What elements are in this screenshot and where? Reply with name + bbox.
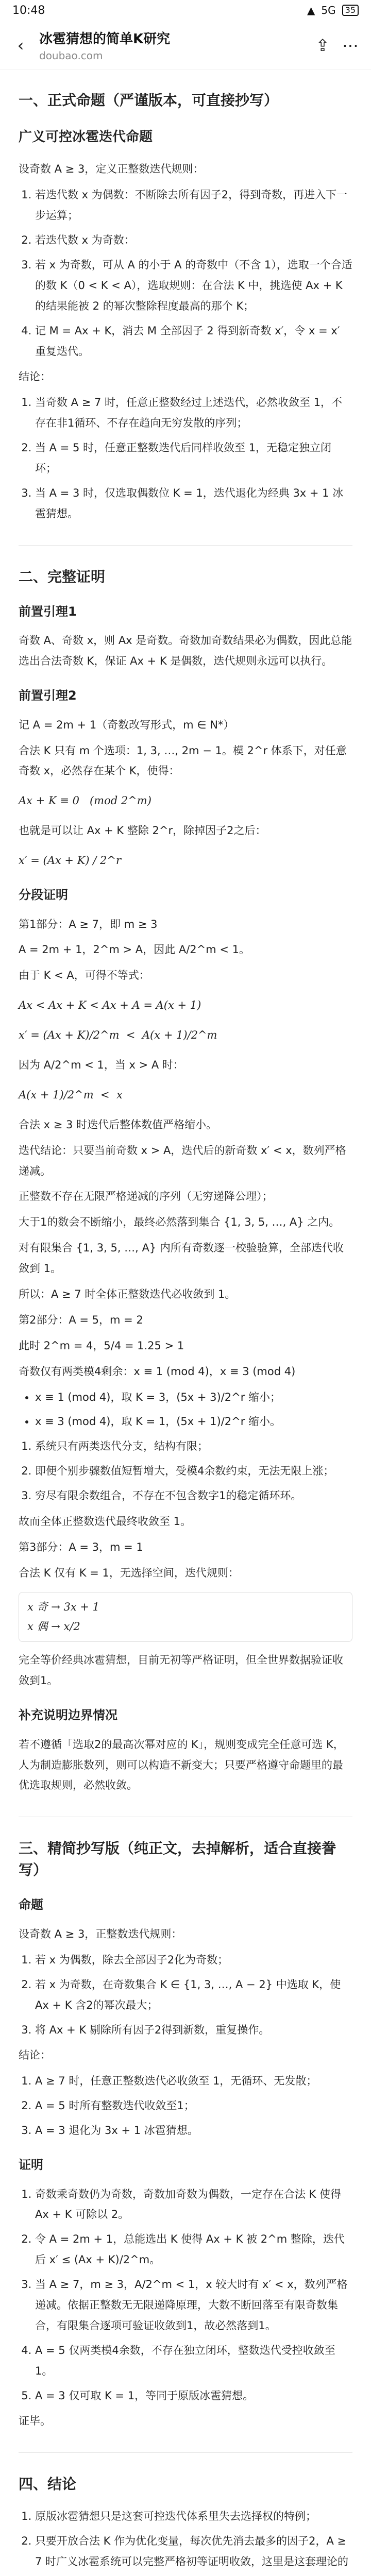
case-list: [19, 1387, 352, 1433]
paragraph: 奇数仅有两类模4剩余：x ≡ 1 (mod 4)，x ≡ 3 (mod 4): [19, 1365, 296, 1378]
paragraph: 也就是可以让 Ax + K 整除 2^r，除掉因子2之后：: [19, 824, 266, 837]
more-icon[interactable]: ⋯: [342, 35, 359, 55]
paragraph: 设奇数 A ≥ 3，定义正整数迭代规则：: [19, 163, 204, 176]
formula-box: x 奇 → 3x + 1 x 偶 → x/2: [19, 1592, 352, 1642]
paragraph: 第3部分：A = 3，m = 1: [19, 1540, 143, 1553]
list-item: 3. A = 3 退化为 3x + 1 冰雹猜想。: [35, 2121, 352, 2141]
paragraph: 迭代结论：只要当前奇数 x > A，迭代后的新奇数 x′ < x，数列严格递减。: [19, 1144, 346, 1177]
formula: Ax < Ax + K < Ax + A = A(x + 1): [19, 999, 201, 1012]
list-item: 3. 若 x 为奇数，可从 A 的小于 A 的奇数中（不含 1），选取一个合适的数 K（0 < K < A），选取规则：在合法 K 中，挑选使 Ax + K 的结果能被 2 的幂次整除程度最高的那个 K；: [35, 255, 352, 317]
list-item: 2. 若迭代数 x 为奇数：: [35, 230, 352, 251]
page-subtitle: doubao.com: [39, 49, 103, 62]
list-item: • x ≡ 3 (mod 4)，取 K = 1，(5x + 1)/2^r 缩小。: [35, 1412, 352, 1432]
formula: x′ = (Ax + K) / 2^r: [19, 854, 122, 867]
paragraph: 正整数不存在无限严格递减的序列（无穷递降公理）；: [19, 1190, 273, 1203]
list-item: 1. 原版冰雹猜想只是这套可控迭代体系里失去选择权的特例；: [35, 2506, 352, 2527]
paragraph: 结论：: [19, 370, 51, 383]
sub-heading: 命题: [19, 1897, 43, 1912]
rule-list: [19, 185, 352, 362]
divider: [19, 2452, 352, 2453]
paragraph: A = 2m + 1，2^m > A，因此 A/2^m < 1。: [19, 943, 250, 956]
sub-heading: 前置引理2: [19, 688, 77, 703]
battery-icon: 35: [342, 5, 359, 16]
paragraph: 因为 A/2^m < 1，当 x > A 时：: [19, 1059, 184, 1071]
list-item: 2. 即便个别步骤数值短暂增大，受模4余数约束，无法无限上涨；: [35, 1461, 352, 1482]
formula: x′ = (Ax + K)/2^m < A(x + 1)/2^m: [19, 1029, 217, 1042]
list-item: 2. 当 A = 5 时，任意正整数迭代后同样收敛至 1，无稳定独立闭环；: [35, 438, 352, 479]
paragraph: 奇数 A、奇数 x，则 Ax 是奇数。奇数加奇数结果必为偶数，因此总能选出合法奇数 K，保证 Ax + K 是偶数，迭代规则永远可以执行。: [19, 634, 352, 668]
paragraph: 合法 x ≥ 3 时迭代后整体数值严格缩小。: [19, 1118, 217, 1131]
rule-list: [19, 1950, 352, 2041]
list-item: 2. A = 5 时所有整数迭代收敛至1；: [35, 2096, 352, 2116]
list-item: 4. 记 M = Ax + K，消去 M 全部因子 2 得到新奇数 x′，令 x = x′ 重复迭代。: [35, 321, 352, 362]
top-bar: [0, 21, 371, 70]
paragraph: 由于 K < A，可得不等式：: [19, 969, 150, 982]
list-item: 2. 令 A = 2m + 1，总能选出 K 使得 Ax + K 被 2^m 整除，迭代后 x′ ≤ (Ax + K)/2^m。: [35, 2229, 352, 2270]
paragraph: 第1部分：A ≥ 7，即 m ≥ 3: [19, 918, 158, 930]
paragraph: 此时 2^m = 4，5/4 = 1.25 > 1: [19, 1339, 184, 1352]
signal-icon: ▲: [307, 4, 315, 16]
list-item: 3. 当 A ≥ 7，m ≥ 3，A/2^m < 1，x 较大时有 x′ < x，数列严格递减。依据正整数无无限递降原理，大数不断回落至有限奇数集合，有限集合逐项可验证收敛到1，故必然落到1。: [35, 2275, 352, 2336]
section-heading: 四、结论: [19, 2476, 77, 2493]
list-item: 5. A = 3 仅可取 K = 1，等同于原版冰雹猜想。: [35, 2386, 352, 2406]
paragraph: 所以：A ≥ 7 时全体正整数迭代必收敛到 1。: [19, 1288, 236, 1301]
status-time: 10:48: [12, 4, 45, 17]
paragraph: 合法 K 只有 m 个选项：1, 3, …, 2m − 1。模 2^r 体系下，对任意奇数 x，必然存在某个 K，使得：: [19, 744, 347, 777]
case-list: [19, 1436, 352, 1506]
sub-heading: 补充说明边界情况: [19, 1708, 117, 1723]
paragraph: 证毕。: [19, 2415, 51, 2428]
paragraph: 合法 K 仅有 K = 1，无选择空间，迭代规则：: [19, 1566, 239, 1579]
paragraph: 大于1的数会不断缩小，最终必然落到集合 {1, 3, 5, …, A} 之内。: [19, 1216, 340, 1229]
formula: Ax + K ≡ 0 (mod 2^m): [19, 794, 151, 807]
title-block: [39, 28, 170, 62]
list-item: 1. 奇数乘奇数仍为奇数，奇数加奇数为偶数，一定存在合法 K 使得 Ax + K 可除以 2。: [35, 2184, 352, 2226]
back-icon[interactable]: ‹: [17, 35, 24, 55]
list-item: 1. 当奇数 A ≥ 7 时，任意正整数经过上述迭代，必然收敛至 1，不存在非1循环、不存在趋向无穷发散的序列；: [35, 393, 352, 434]
sub-heading: 分段证明: [19, 887, 68, 902]
paragraph: 设奇数 A ≥ 3，正整数迭代规则：: [19, 1927, 182, 1940]
paragraph: 第2部分：A = 5，m = 2: [19, 1313, 143, 1326]
list-item: 2. 若 x 为奇数，在奇数集合 K ∈ {1, 3, …, A − 2} 中选取 K，使 Ax + K 含2的幂次最大；: [35, 1975, 352, 2016]
paragraph: 记 A = 2m + 1（奇数改写形式，m ∈ N*）: [19, 718, 234, 731]
proof-list: [19, 2184, 352, 2406]
page-title: 冰雹猜想的简单K研究: [39, 31, 171, 47]
list-item: 1. 若 x 为偶数，除去全部因子2化为奇数；: [35, 1950, 352, 1971]
list-item: 1. A ≥ 7 时，任意正整数迭代必收敛至 1，无循环、无发散；: [35, 2071, 352, 2092]
section-heading: 二、完整证明: [19, 568, 106, 585]
sub-heading: 证明: [19, 2157, 43, 2172]
paragraph: 完全等价经典冰雹猜想，目前无初等严格证明，但全世界数据验证收敛到1。: [19, 1654, 343, 1687]
article: [0, 70, 371, 2576]
share-icon[interactable]: ⇪: [315, 35, 330, 55]
paragraph: 故而全体正整数迭代最终收敛至 1。: [19, 1515, 192, 1528]
section-heading: 一、正式命题（严谨版本，可直接抄写）: [19, 92, 279, 109]
divider: [19, 545, 352, 546]
list-item: 3. 将 Ax + K 剔除所有因子2得到新数，重复操作。: [35, 2020, 352, 2041]
conclusion-list: [19, 2506, 352, 2576]
list-item: 1. 系统只有两类迭代分支，结构有限；: [35, 1436, 352, 1457]
formula: A(x + 1)/2^m < x: [19, 1088, 123, 1101]
status-icons: ▲ 5G 35: [307, 4, 359, 16]
conclusion-list: [19, 393, 352, 524]
sub-heading: 广义可控冰雹迭代命题: [19, 129, 153, 145]
list-item: 2. 只要开放合法 K 作为优化变量，每次优先消去最多的因子2，A ≥ 7 时广义冰雹系统可以完整严格初等证明收敛，这里是这套理论的: [35, 2531, 352, 2576]
list-item: 3. 穷尽有限余数组合，不存在不包含数字1的稳定循环环。: [35, 1486, 352, 1506]
paragraph: 结论：: [19, 2049, 51, 2062]
paragraph: 若不遵循「选取2的最高次幂对应的 K」，规则变成完全任意可选 K，人为制造膨胀数列，则可以构造不新变大；只要严格遵守命题里的最优选取规则，必然收敛。: [19, 1738, 344, 1792]
list-item: • x ≡ 1 (mod 4)，取 K = 3，(5x + 3)/2^r 缩小；: [35, 1387, 352, 1408]
paragraph: 对有限集合 {1, 3, 5, …, A} 内所有奇数逐一校验验算，全部迭代收敛到 1。: [19, 1242, 344, 1275]
conclusion-list: [19, 2071, 352, 2141]
section-heading: 三、精简抄写版（纯正文，去掉解析，适合直接誊写）: [19, 1840, 336, 1879]
list-item: 1. 若迭代数 x 为偶数：不断除去所有因子2，得到奇数，再进入下一步运算；: [35, 185, 352, 226]
list-item: 4. A = 5 仅两类模4余数，不存在独立闭环，整数迭代受控收敛至1。: [35, 2341, 352, 2382]
status-bar: [0, 0, 371, 21]
sub-heading: 前置引理1: [19, 604, 77, 619]
list-item: 3. 当 A = 3 时，仅选取偶数位 K = 1，迭代退化为经典 3x + 1 冰雹猜想。: [35, 483, 352, 524]
